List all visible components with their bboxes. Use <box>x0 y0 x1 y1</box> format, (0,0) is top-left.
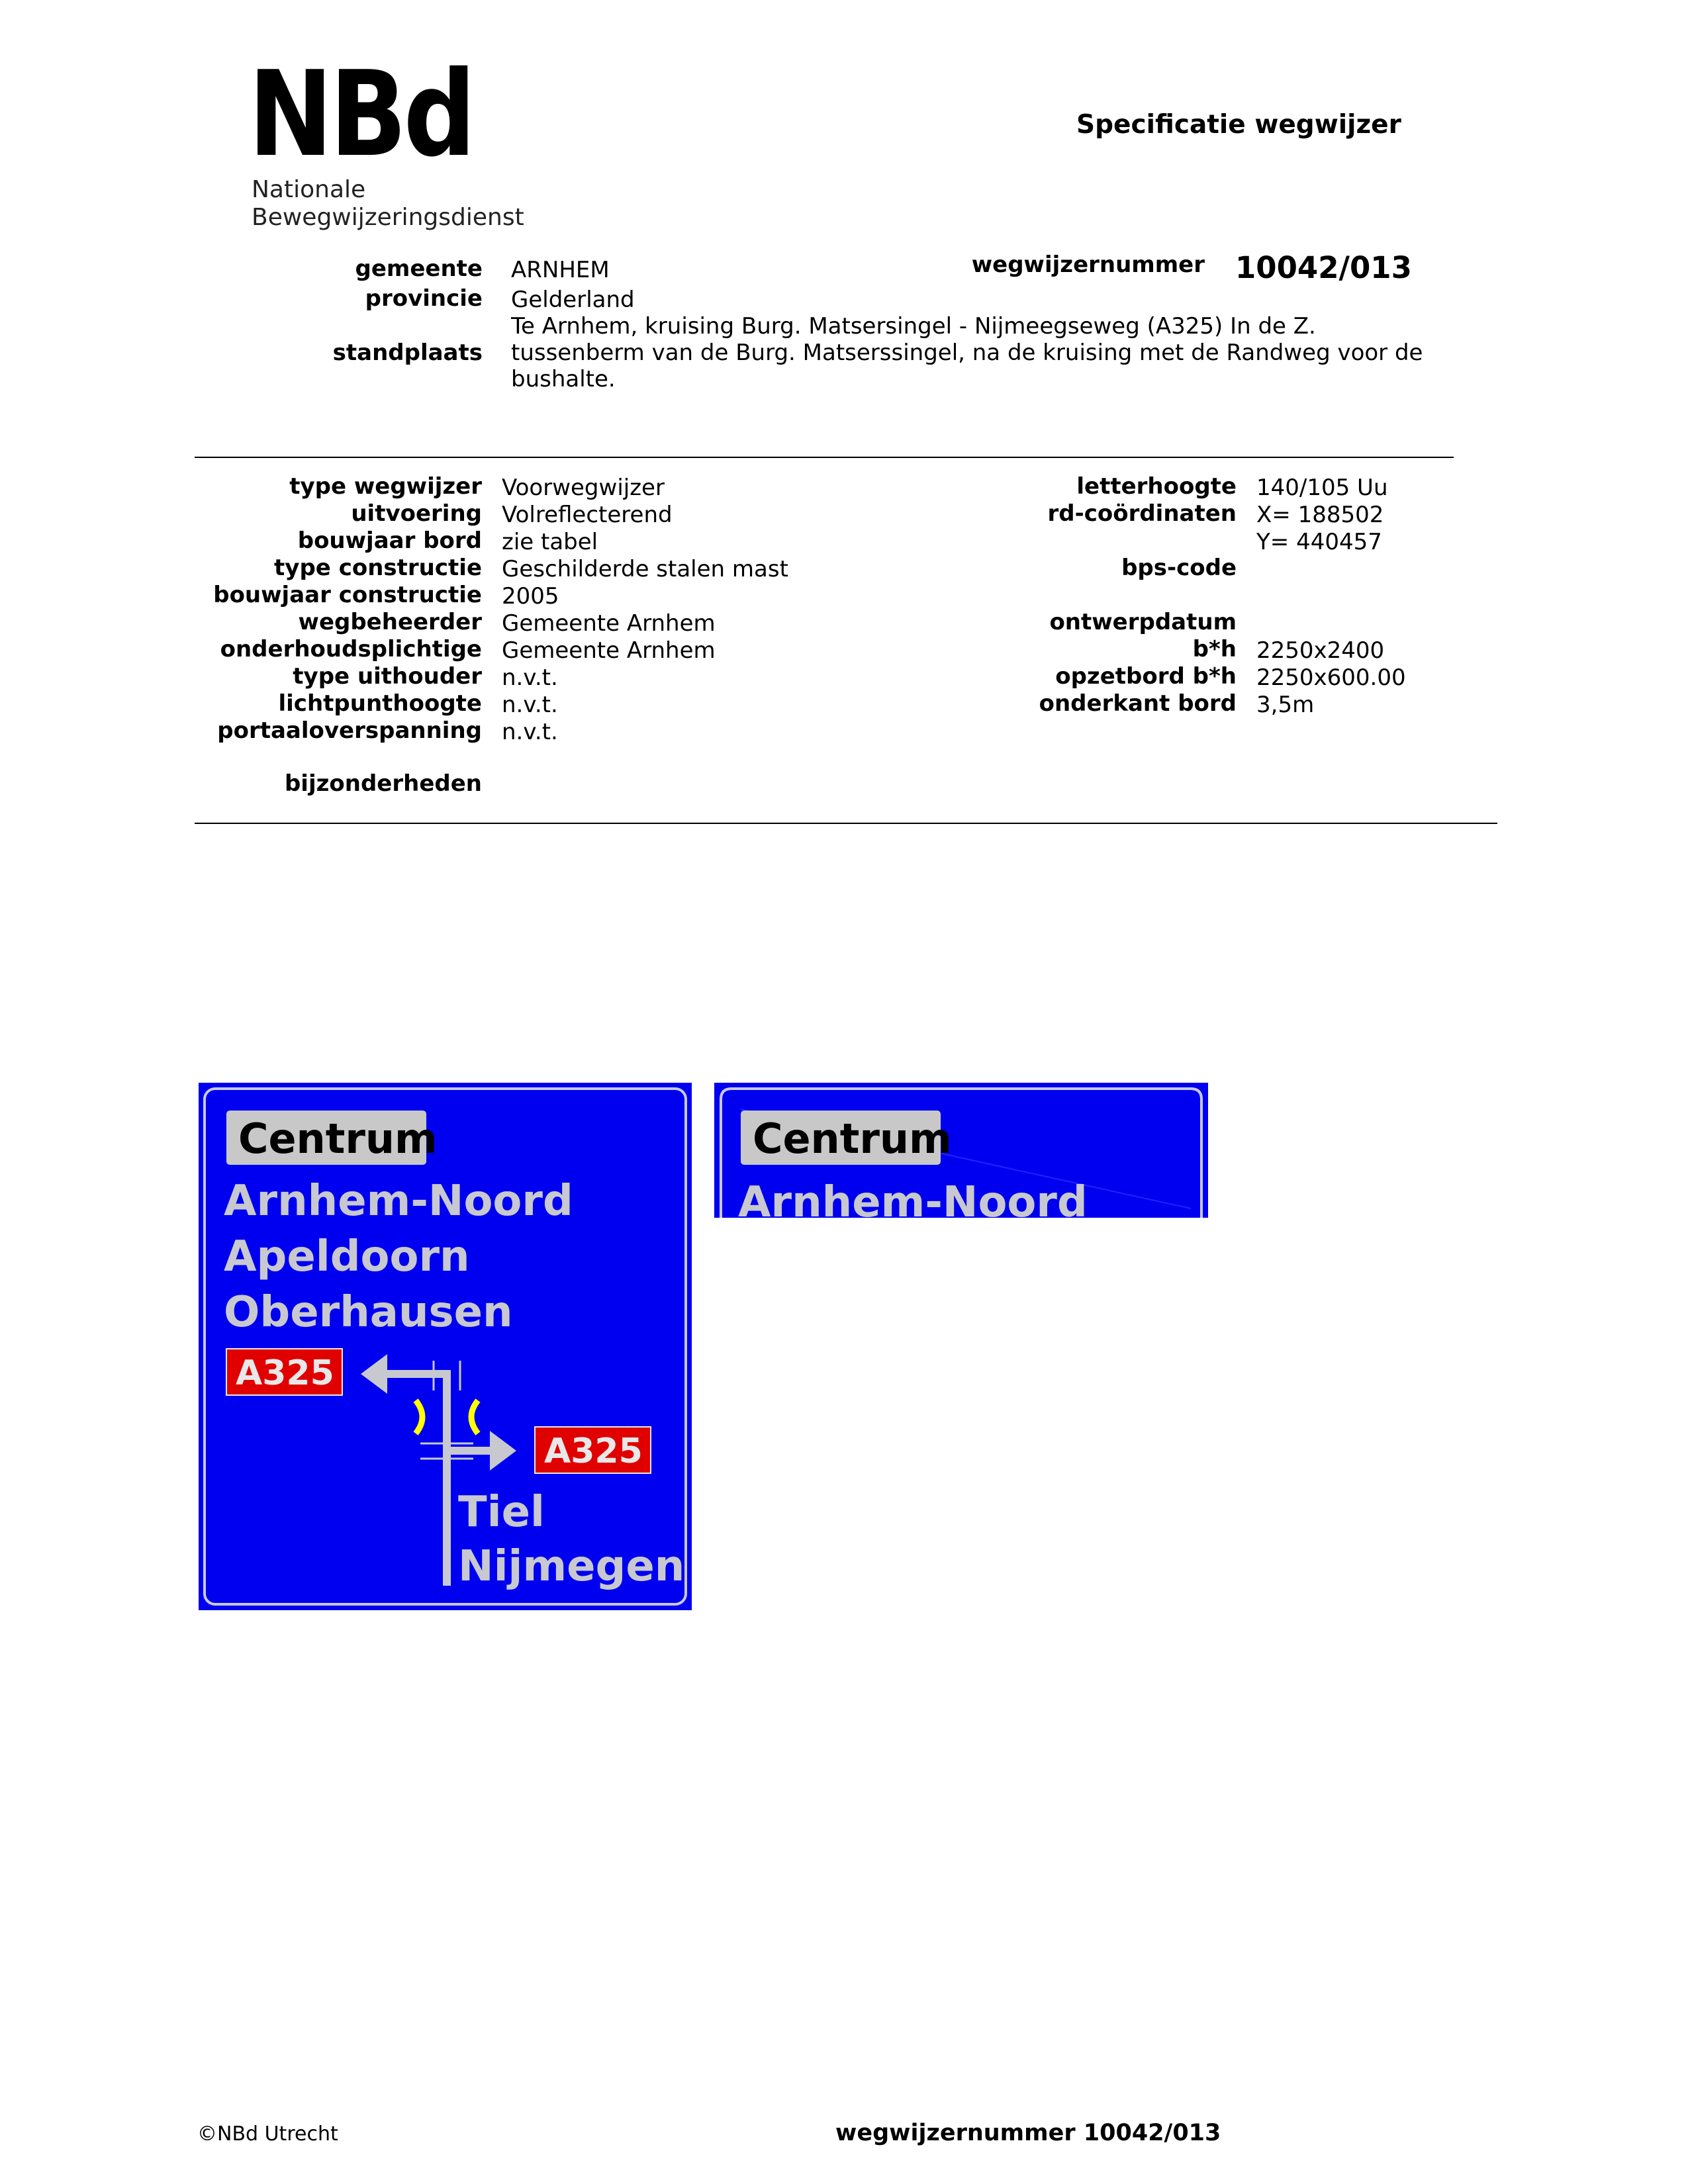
standplaats-label: standplaats <box>332 340 483 366</box>
sign-centrum: Centrum <box>238 1115 438 1163</box>
standplaats-line-1: Te Arnhem, kruising Burg. Matsersingel - Nijmeegseweg (A325) In de Z. <box>511 313 1316 340</box>
rd-coordinaten-label: rd-coördinaten <box>1047 500 1237 527</box>
opzetbord-label: opzetbord b*h <box>1055 663 1237 690</box>
spec-value-type-constructie: Geschilderde stalen mast <box>502 556 788 582</box>
spec-value-type-uithouder: n.v.t. <box>502 664 558 691</box>
spec-label-wegbeheerder: wegbeheerder <box>298 609 482 635</box>
spec-value-type-wegwijzer: Voorwegwijzer <box>502 475 665 501</box>
sign-dest-tiel: Tiel <box>458 1488 545 1537</box>
footer-copyright: ©NBd Utrecht <box>197 2122 338 2146</box>
divider-bottom <box>195 823 1497 824</box>
spec-label-bouwjaar-bord: bouwjaar bord <box>297 527 482 554</box>
spec-value-onderhoudsplichtige: Gemeente Arnhem <box>502 637 716 664</box>
gemeente-label: gemeente <box>355 255 483 282</box>
standplaats-line-2: tussenberm van de Burg. Matserssingel, na de kruising met de Randweg voor de <box>511 340 1423 366</box>
footer-wegwijzernummer: wegwijzernummer 10042/013 <box>835 2120 1221 2146</box>
ontwerpdatum-label: ontwerpdatum <box>1049 609 1237 635</box>
opzetbord-value: 2250x600.00 <box>1256 664 1406 691</box>
spec-label-portaaloverspanning: portaaloverspanning <box>217 717 482 744</box>
opzet-dest-arnhem-noord: Arnhem-Noord <box>738 1178 1088 1218</box>
road-number-left: A325 <box>236 1353 334 1393</box>
spec-label-bouwjaar-constructie: bouwjaar constructie <box>213 582 482 608</box>
spec-value-bouwjaar-bord: zie tabel <box>502 529 598 555</box>
standplaats-line-3: bushalte. <box>511 366 616 392</box>
wegwijzernummer-value: 10042/013 <box>1235 250 1412 285</box>
divider-top <box>195 457 1454 458</box>
letterhoogte-value: 140/105 Uu <box>1256 475 1388 501</box>
opzet-sign-image <box>714 1083 1208 1218</box>
spec-label-type-constructie: type constructie <box>274 555 482 581</box>
sign-dest-arnhem-noord: Arnhem-Noord <box>224 1177 573 1226</box>
spec-label-type-uithouder: type uithouder <box>293 663 482 690</box>
letterhoogte-label: letterhoogte <box>1076 473 1237 500</box>
logo-subtitle-1: Nationale <box>252 176 366 203</box>
road-number-right: A325 <box>544 1432 643 1471</box>
logo-subtitle-2: Bewegwijzeringsdienst <box>252 204 524 231</box>
wegwijzernummer-label: wegwijzernummer <box>971 251 1205 278</box>
sign-dest-apeldoorn: Apeldoorn <box>224 1232 470 1281</box>
opzet-centrum: Centrum <box>753 1115 952 1163</box>
spec-label-onderhoudsplichtige: onderhoudsplichtige <box>220 636 482 662</box>
page-title: Specificatie wegwijzer <box>1076 110 1401 140</box>
rd-x-value: X= 188502 <box>1256 502 1384 528</box>
spec-value-portaaloverspanning: n.v.t. <box>502 719 558 745</box>
spec-value-wegbeheerder: Gemeente Arnhem <box>502 610 716 637</box>
provincie-label: provincie <box>365 285 483 312</box>
bh-value: 2250x2400 <box>1256 637 1385 664</box>
bijzonderheden-label: bijzonderheden <box>284 770 482 797</box>
spec-label-lichtpunthoogte: lichtpunthoogte <box>278 690 482 717</box>
bps-code-label: bps-code <box>1121 555 1237 581</box>
onderkant-bord-label: onderkant bord <box>1039 690 1237 717</box>
provincie-value: Gelderland <box>511 287 635 313</box>
spec-value-bouwjaar-constructie: 2005 <box>502 583 559 610</box>
main-sign-image <box>199 1083 692 1610</box>
nbd-logo: NBd <box>248 46 473 183</box>
spec-label-uitvoering: uitvoering <box>351 500 482 527</box>
rd-y-value: Y= 440457 <box>1256 529 1382 555</box>
sign-dest-oberhausen: Oberhausen <box>224 1288 513 1337</box>
onderkant-bord-value: 3,5m <box>1256 692 1315 718</box>
spec-value-uitvoering: Volreflecterend <box>502 502 673 528</box>
spec-value-lichtpunthoogte: n.v.t. <box>502 692 558 718</box>
gemeente-value: ARNHEM <box>511 257 610 283</box>
spec-label-type-wegwijzer: type wegwijzer <box>289 473 482 500</box>
sign-dest-nijmegen: Nijmegen <box>458 1542 685 1591</box>
bh-label: b*h <box>1192 636 1237 662</box>
